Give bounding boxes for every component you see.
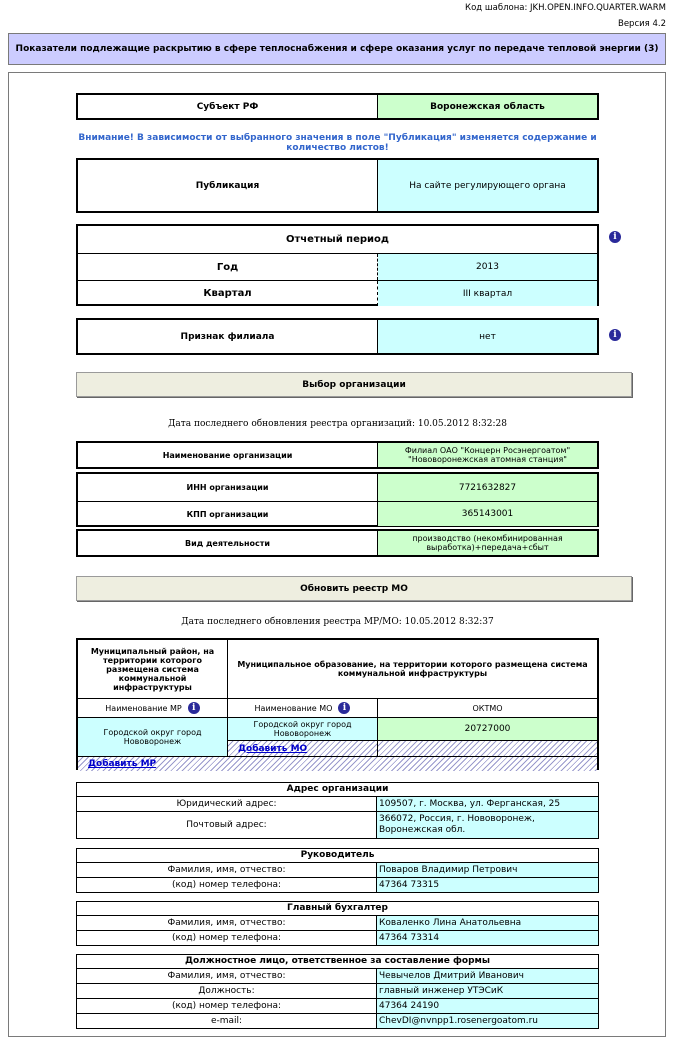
activity-line-2: выработка)+передача+сбыт: [426, 543, 549, 552]
branch-value[interactable]: нет: [378, 320, 597, 353]
activity-label: Вид деятельности: [78, 531, 378, 555]
accountant-name-value[interactable]: Коваленко Лина Анатольевна: [377, 916, 598, 930]
info-icon[interactable]: i: [609, 329, 621, 341]
org-name-row: [76, 441, 599, 469]
oktmo-label: ОКТМО: [472, 703, 503, 713]
address-header: Адрес организации: [76, 782, 599, 796]
mo-registry-date: Дата последнего обновления реестра МР/МО: 10.05.2012 8:32:37: [181, 617, 494, 627]
accountant-phone-label: (код) номер телефона:: [77, 931, 377, 945]
org-registry-date: Дата последнего обновления реестра организаций: 10.05.2012 8:32:28: [168, 419, 507, 429]
warning-text: Внимание! В зависимости от выбранного значения в поле "Публикация" изменяется содержание и количество листов!: [78, 133, 597, 153]
responsible-block: [76, 954, 599, 1029]
accountant-name-label: Фамилия, имя, отчество:: [77, 916, 377, 930]
responsible-name-value[interactable]: Чевычелов Дмитрий Иванович: [377, 969, 598, 983]
mr-value[interactable]: Городской округ город Нововоронеж: [78, 718, 228, 756]
update-mo-registry-label: Обновить реестр МО: [300, 583, 408, 594]
quarter-value[interactable]: III квартал: [378, 281, 597, 306]
select-organization-button[interactable]: [76, 372, 632, 397]
responsible-position-value[interactable]: главный инженер УТЭСиК: [377, 984, 598, 998]
director-block: [76, 848, 599, 893]
period-block: [76, 224, 599, 306]
legal-address-label: Юридический адрес:: [77, 797, 377, 811]
info-icon[interactable]: i: [609, 231, 621, 243]
mo-header: Муниципальное образование, на территории которого размещена система коммунальной инфраструктуры: [237, 660, 588, 678]
org-name-line-2: "Нововоронежская атомная станция": [408, 455, 567, 464]
info-icon[interactable]: i: [338, 702, 350, 714]
period-header: Отчетный период: [78, 226, 597, 254]
update-mo-registry-button[interactable]: [76, 576, 632, 601]
activity-value[interactable]: [378, 531, 597, 555]
publication-row: [76, 158, 599, 213]
page-title-banner: [8, 33, 666, 65]
responsible-header: Должностное лицо, ответственное за составление формы: [76, 954, 599, 968]
year-value[interactable]: 2013: [378, 254, 597, 280]
oktmo-value[interactable]: 20727000: [378, 718, 597, 741]
responsible-phone-label: (код) номер телефона:: [77, 999, 377, 1013]
subject-value[interactable]: Воронежская область: [378, 95, 597, 118]
mo-value[interactable]: Городской округ город Нововоронеж: [228, 718, 377, 741]
mr-name-label: Наименование МР: [105, 703, 182, 713]
accountant-phone-value[interactable]: 47364 73314: [377, 931, 598, 945]
address-block: [76, 782, 599, 839]
director-name-value[interactable]: Поваров Владимир Петрович: [377, 863, 598, 877]
inn-value: 7721632827: [378, 474, 597, 501]
mo-name-label: Наименование МО: [254, 703, 333, 713]
org-name-label: Наименование организации: [78, 443, 378, 467]
template-version: Версия 4.2: [618, 19, 666, 29]
org-codes-block: [76, 472, 599, 527]
responsible-name-label: Фамилия, имя, отчество:: [77, 969, 377, 983]
org-name-line-1: Филиал ОАО "Концерн Росэнергоатом": [404, 446, 571, 455]
add-mo-link[interactable]: Добавить МО: [238, 743, 308, 754]
director-name-label: Фамилия, имя, отчество:: [77, 863, 377, 877]
template-code: Код шаблона: JKH.OPEN.INFO.QUARTER.WARM: [465, 3, 666, 13]
quarter-label: Квартал: [78, 281, 378, 306]
add-mr-link[interactable]: Добавить МР: [88, 759, 157, 769]
responsible-phone-value[interactable]: 47364 24190: [377, 999, 598, 1013]
kpp-value: 365143001: [378, 502, 597, 526]
branch-label: Признак филиала: [78, 320, 378, 353]
responsible-email-value[interactable]: ChevDI@nvnpp1.rosenergoatom.ru: [377, 1014, 598, 1028]
mr-header: Муниципальный район, на территории которого размещена система коммунальной инфраструктуры: [78, 640, 228, 698]
subject-row: [76, 93, 599, 120]
inn-label: ИНН организации: [78, 474, 378, 501]
responsible-email-label: e-mail:: [77, 1014, 377, 1028]
accountant-header: Главный бухгалтер: [76, 901, 599, 915]
subject-label: Субъект РФ: [78, 95, 378, 118]
publication-label: Публикация: [78, 160, 378, 211]
info-icon[interactable]: i: [188, 702, 200, 714]
director-phone-value[interactable]: 47364 73315: [377, 878, 598, 892]
branch-row: [76, 318, 599, 355]
kpp-label: КПП организации: [78, 502, 378, 526]
activity-line-1: производство (некомбинированная: [412, 534, 563, 543]
postal-address-value[interactable]: 366072, Россия, г. Нововоронеж, Воронежская обл.: [377, 812, 598, 838]
year-label: Год: [78, 254, 378, 280]
director-phone-label: (код) номер телефона:: [77, 878, 377, 892]
accountant-block: [76, 901, 599, 946]
activity-row: [76, 529, 599, 557]
select-organization-label: Выбор организации: [302, 379, 406, 390]
mo-table: [76, 638, 599, 770]
legal-address-value[interactable]: 109507, г. Москва, ул. Ферганская, 25: [377, 797, 598, 811]
director-header: Руководитель: [76, 848, 599, 862]
responsible-position-label: Должность:: [77, 984, 377, 998]
org-name-value[interactable]: [378, 443, 597, 467]
publication-value[interactable]: На сайте регулирующего органа: [378, 160, 597, 211]
page-title: Показатели подлежащие раскрытию в сфере теплоснабжения и сфере оказания услуг по передаче тепловой энергии (3): [15, 44, 659, 54]
postal-address-label: Почтовый адрес:: [77, 812, 377, 838]
